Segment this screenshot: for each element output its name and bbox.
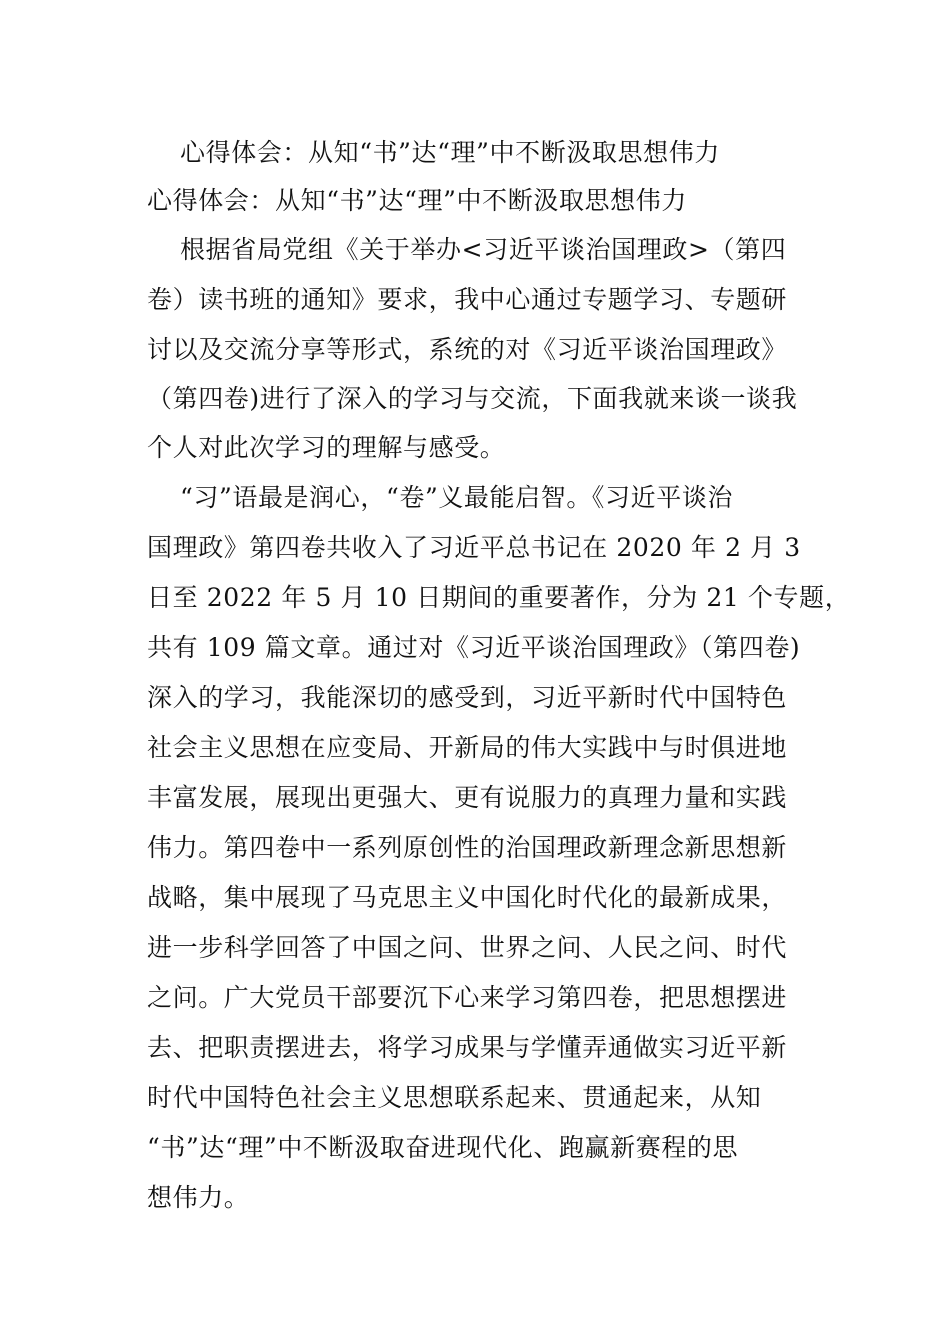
heading-2: 心得体会：从知“书”达“理”中不断汲取思想伟力 — [147, 186, 687, 215]
paragraph-2-line: 共有 109 篇文章。通过对《习近平谈治国理政》（第四卷) — [147, 633, 801, 662]
paragraph-1-line: （第四卷)进行了深入的学习与交流，下面我就来谈一谈我 — [147, 384, 798, 413]
paragraph-2-line: 国理政》第四卷共收入了习近平总书记在 2020 年 2 月 3 — [147, 533, 801, 562]
heading-1: 心得体会：从知“书”达“理”中不断汲取思想伟力 — [180, 138, 720, 167]
paragraph-2-line: 社会主义思想在应变局、开新局的伟大实践中与时俱进地 — [147, 733, 788, 762]
paragraph-2-line: 伟力。第四卷中一系列原创性的治国理政新理念新思想新 — [147, 833, 788, 862]
paragraph-1-line: 讨以及交流分享等形式，系统的对《习近平谈治国理政》 — [147, 335, 788, 364]
paragraph-2-line: 想伟力。 — [147, 1183, 250, 1212]
paragraph-2-line: 战略，集中展现了马克思主义中国化时代化的最新成果， — [147, 883, 788, 912]
paragraph-2-line: 日至 2022 年 5 月 10 日期间的重要著作，分为 21 个专题， — [147, 583, 851, 612]
paragraph-2-line: 之问。广大党员干部要沉下心来学习第四卷，把思想摆进 — [147, 983, 788, 1012]
paragraph-1-line: 卷）读书班的通知》要求，我中心通过专题学习、专题研 — [147, 285, 788, 314]
paragraph-2-line: 深入的学习，我能深切的感受到，习近平新时代中国特色 — [147, 683, 788, 712]
paragraph-2-line: 去、把职责摆进去，将学习成果与学懂弄通做实习近平新 — [147, 1033, 788, 1062]
paragraph-2-line: 丰富发展，展现出更强大、更有说服力的真理力量和实践 — [147, 783, 788, 812]
paragraph-2-line: “书”达“理”中不断汲取奋进现代化、跑赢新赛程的思 — [147, 1133, 739, 1162]
paragraph-1-line: 个人对此次学习的理解与感受。 — [147, 433, 506, 462]
paragraph-2-line: “习”语最是润心，“卷”义最能启智。《习近平谈治 — [180, 483, 734, 512]
paragraph-1-line: 根据省局党组《关于举办<习近平谈治国理政>（第四 — [180, 235, 787, 264]
paragraph-2-line: 时代中国特色社会主义思想联系起来、贯通起来，从知 — [147, 1083, 762, 1112]
paragraph-2-line: 进一步科学回答了中国之问、世界之问、人民之问、时代 — [147, 933, 788, 962]
